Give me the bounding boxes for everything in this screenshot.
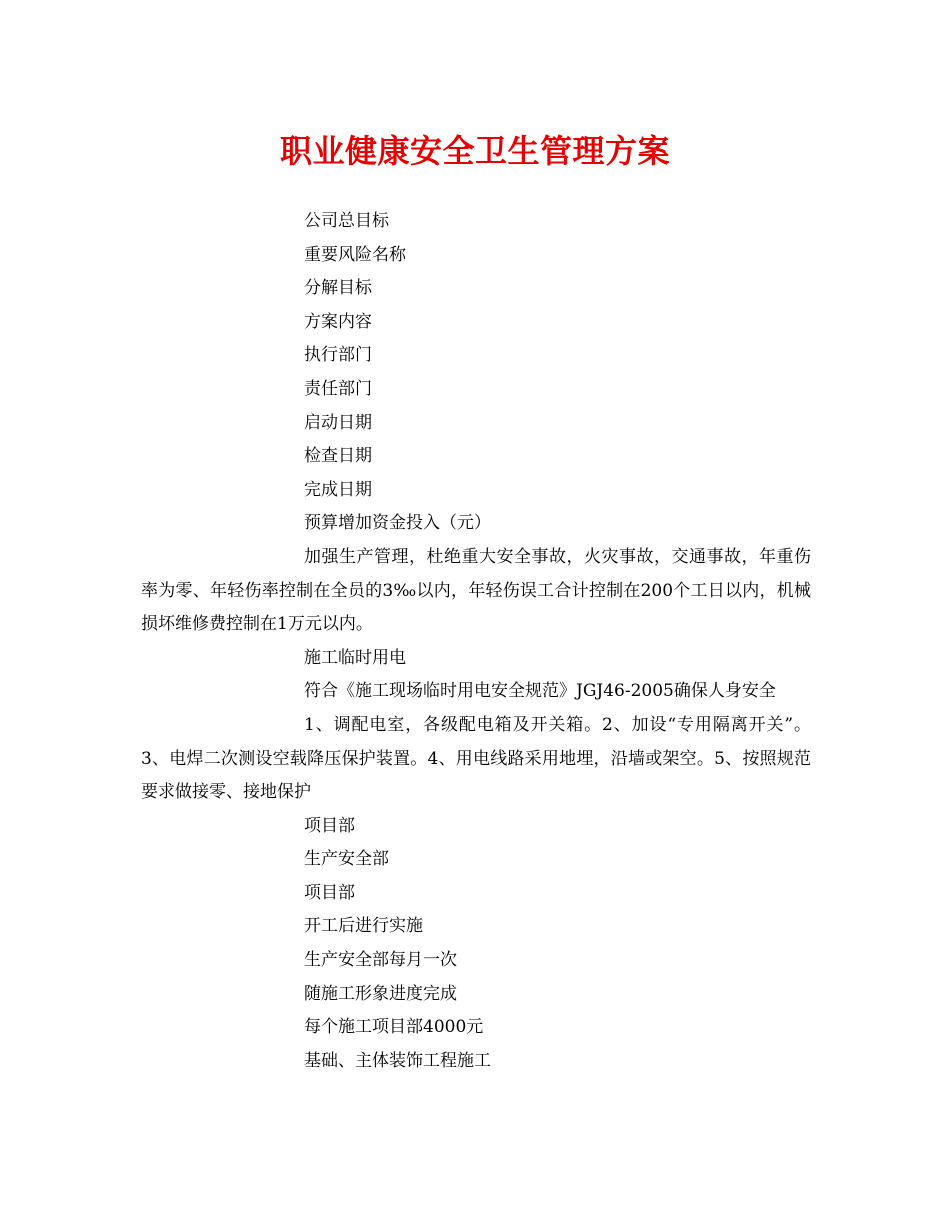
measures-paragraph: 1、调配电室，各级配电箱及开关箱。2、加设“专用隔离开关”。3、电焊二次测设空载降压保护装置。4、用电线路采用地埋，沿墙或架空。5、按照规范要求做接零、接地保护: [141, 714, 811, 803]
text-line: 检查日期: [304, 446, 372, 467]
text-line: 项目部: [304, 815, 355, 836]
text-line: 随施工形象进度完成: [304, 983, 457, 1004]
text-line: 项目部: [304, 882, 355, 903]
text-line: 生产安全部: [304, 849, 389, 870]
text-line: 分解目标: [304, 278, 372, 299]
text-line: 公司总目标: [304, 211, 389, 231]
text-line: 基础、主体装饰工程施工: [304, 1050, 491, 1071]
goal-paragraph: 加强生产管理，杜绝重大安全事故，火灾事故，交通事故，年重伤率为零、年轻伤率控制在全员的3‰以内，年轻伤误工合计控制在200个工日以内，机械损坏维修费控制在1万元以内。: [141, 546, 811, 635]
text-line: 符合《施工现场临时用电安全规范》JGJ46-2005确保人身安全: [304, 681, 776, 702]
text-line: 执行部门: [304, 345, 372, 366]
document-body: [141, 205, 811, 1078]
text-line: 生产安全部每月一次: [304, 950, 457, 971]
text-line: 重要风险名称: [304, 244, 406, 265]
document-title: 职业健康安全卫生管理方案: [279, 132, 670, 170]
text-line: 每个施工项目部4000元: [304, 1017, 484, 1038]
text-line: 预算增加资金投入（元）: [304, 513, 491, 534]
text-line: 启动日期: [304, 412, 372, 433]
text-line: 开工后进行实施: [304, 916, 423, 937]
text-line: 完成日期: [304, 479, 372, 500]
text-line: 施工临时用电: [304, 647, 406, 668]
text-line: 责任部门: [304, 378, 372, 399]
text-line: 方案内容: [304, 311, 372, 332]
